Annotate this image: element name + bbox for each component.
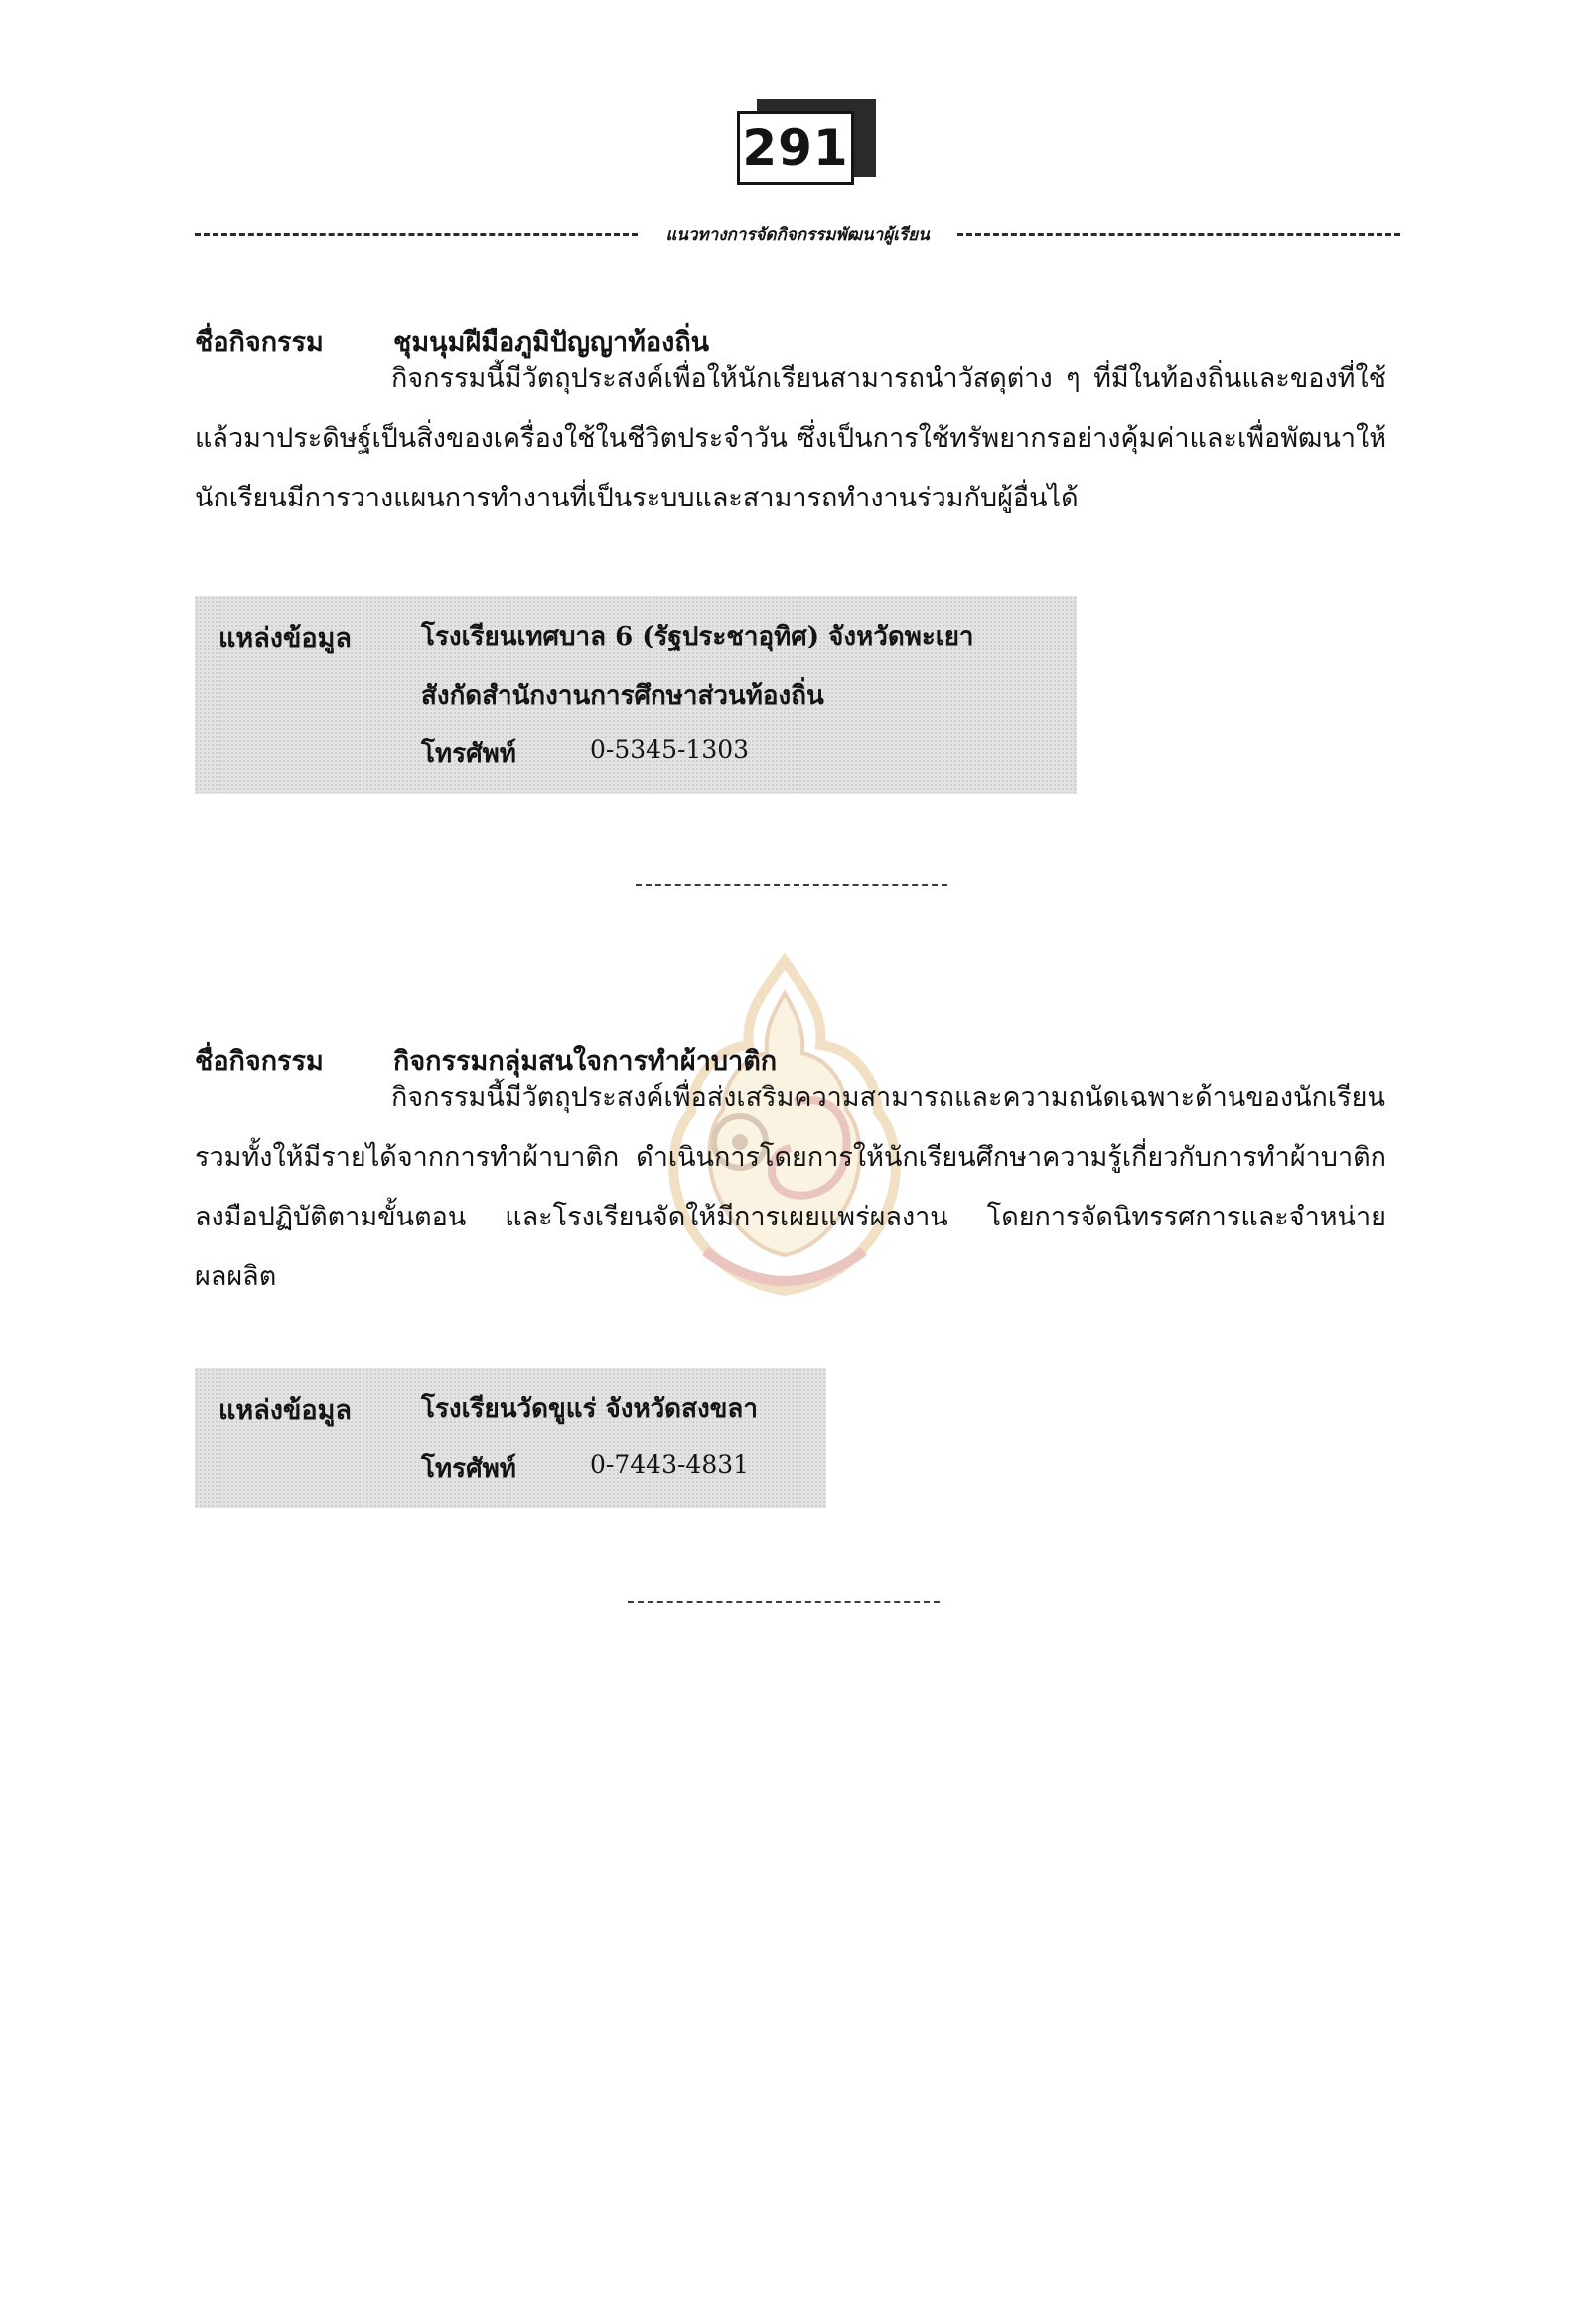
source-box	[195, 596, 1077, 794]
running-header	[195, 222, 1400, 246]
activity-name-label: ชื่อกิจกรรม	[195, 1046, 324, 1077]
header-rule-right	[957, 233, 1400, 236]
phone-number: 0-5345-1303	[590, 735, 750, 764]
source-line-affiliation: สังกัดสำนักงานการศึกษาส่วนท้องถิ่น	[421, 681, 824, 711]
phone-label: โทรศัพท์	[421, 739, 516, 769]
section-divider	[636, 884, 947, 886]
phone-label: โทรศัพท์	[421, 1454, 516, 1484]
activity-name: กิจกรรมกลุ่มสนใจการทำผ้าบาติก	[393, 1046, 778, 1077]
source-label: แหล่งข้อมูล	[218, 623, 352, 653]
activity-description: กิจกรรมนี้มีวัตถุประสงค์เพื่อส่งเสริมความสามารถและความถนัดเฉพาะด้านของนักเรียน รวมทั้งให้มีรายได้จากการทำผ้าบาติก ดำเนินการโดยการให้นักเรียนศึกษาความรู้เกี่ยวกับการทำผ้าบาติก ลงมือปฏิบัติตามขั้นตอน และโรงเรียนจัดให้มีการเผยแพร่ผลงาน โดยการจัดนิทรรศการและจำหน่ายผลผลิต	[195, 1082, 1386, 1292]
section-divider	[628, 1601, 940, 1603]
page-number-badge	[737, 99, 876, 187]
activity-name: ชุมนุมฝีมือภูมิปัญญาท้องถิ่น	[393, 327, 710, 358]
phone-number: 0-7443-4831	[590, 1450, 750, 1479]
source-line-school: โรงเรียนเทศบาล 6 (รัฐประชาอุทิศ) จังหวัดพะเยา	[421, 622, 974, 651]
page-number: 291	[737, 111, 854, 185]
activity-name-label: ชื่อกิจกรรม	[195, 327, 324, 358]
activity-description: กิจกรรมนี้มีวัตถุประสงค์เพื่อให้นักเรียนสามารถนำวัสดุต่าง ๆ ที่มีในท้องถิ่นและของที่ใช้แล้วมาประดิษฐ์เป็นสิ่งของเครื่องใช้ในชีวิตประจำวัน ซึ่งเป็นการใช้ทรัพยากรอย่างคุ้มค่าและเพื่อพัฒนาให้นักเรียนมีการวางแผนการทำงานที่เป็นระบบและสามารถทำงานร่วมกับผู้อื่นได้	[195, 363, 1386, 513]
source-box	[195, 1368, 826, 1508]
source-line-school: โรงเรียนวัดขูแร่ จังหวัดสงขลา	[421, 1394, 758, 1424]
source-label: แหล่งข้อมูล	[218, 1395, 352, 1426]
header-rule-left	[195, 233, 638, 236]
header-caption: แนวทางการจัดกิจกรรมพัฒนาผู้เรียน	[665, 224, 930, 245]
